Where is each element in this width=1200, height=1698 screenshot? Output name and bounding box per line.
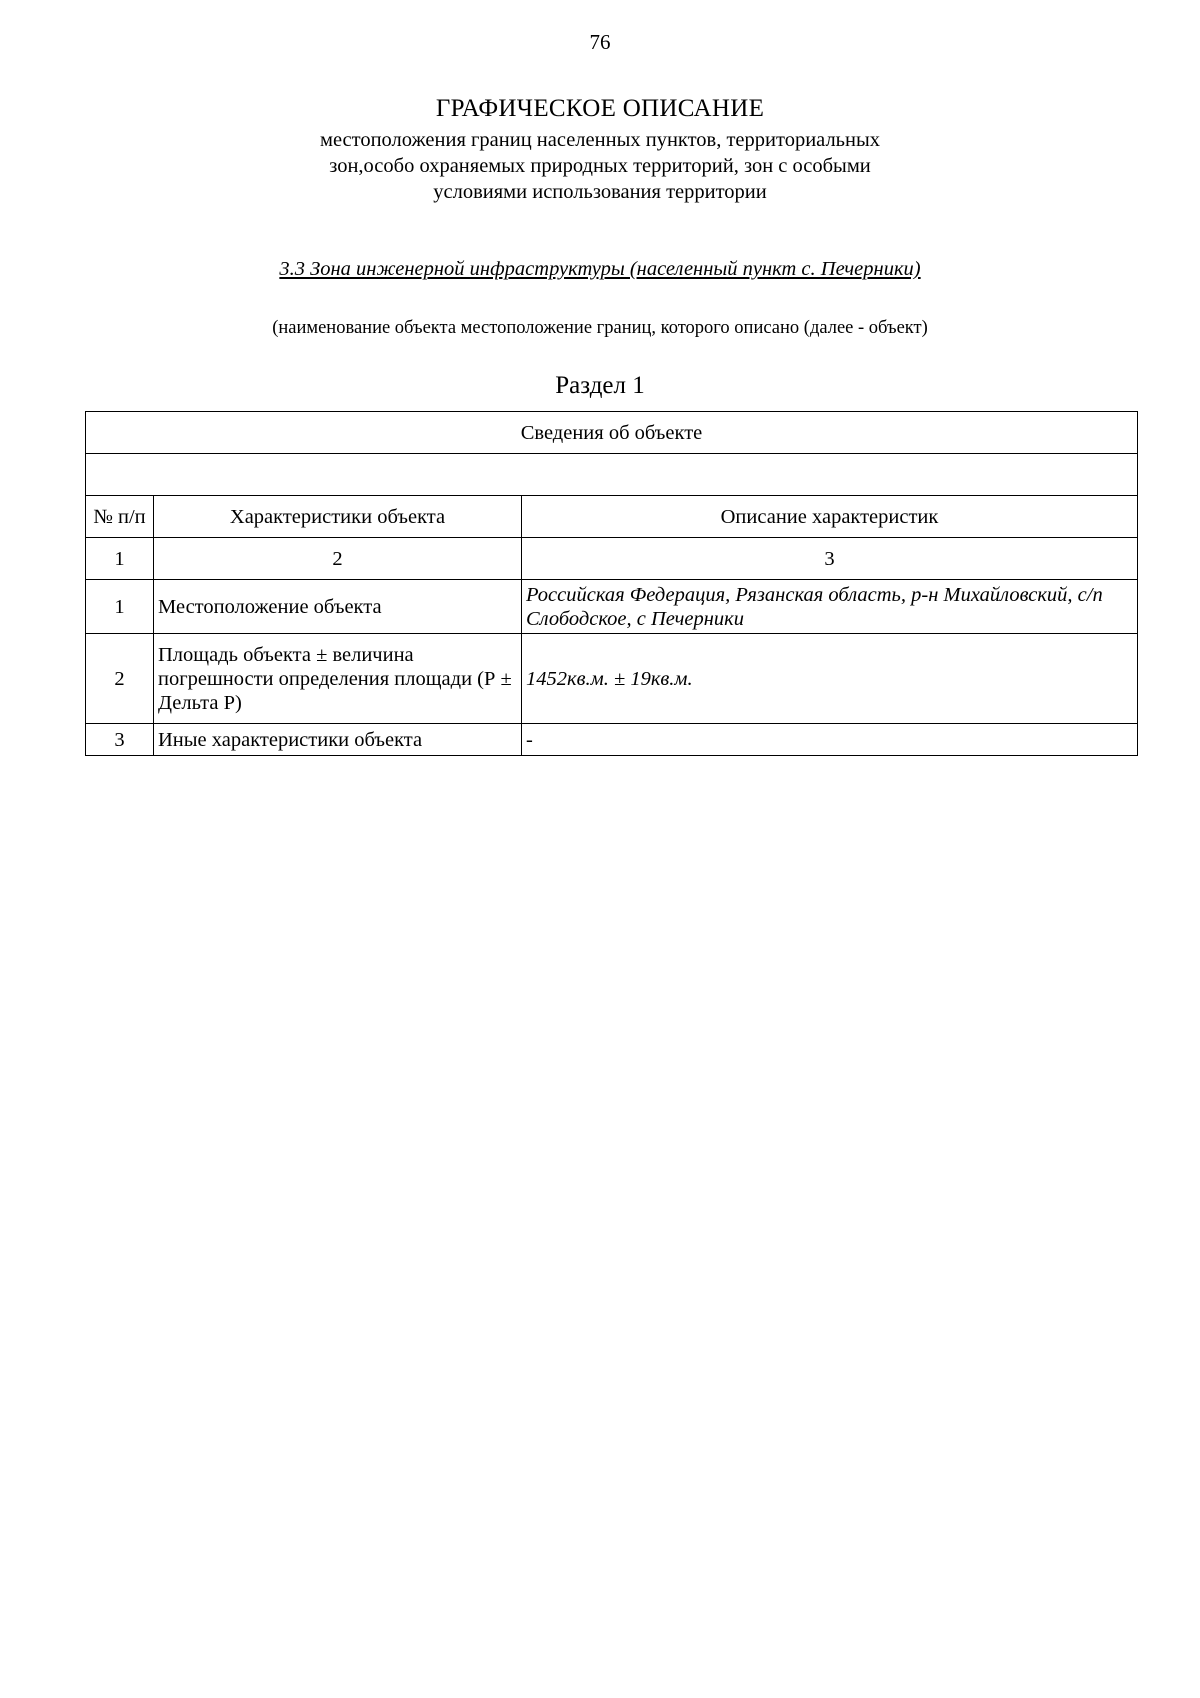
column-number-1: 1: [86, 538, 154, 580]
table-caption-row: [86, 412, 1138, 454]
table-row: [86, 580, 1138, 634]
row-number: 1: [86, 580, 154, 634]
table-blank-cell: [86, 454, 1138, 496]
column-number-2: 2: [154, 538, 522, 580]
page-number: 76: [589, 30, 611, 54]
table-caption: Сведения об объекте: [86, 412, 1138, 454]
table-row: [86, 724, 1138, 756]
table-header-row: [86, 496, 1138, 538]
row-description: 1452кв.м. ± 19кв.м.: [522, 634, 1138, 724]
document-title: ГРАФИЧЕСКОЕ ОПИСАНИЕ: [435, 95, 765, 122]
object-name-caption: (наименование объекта местоположение границ, которого описано (далее - объект): [272, 318, 928, 338]
header-description: Описание характеристик: [522, 496, 1138, 538]
section-title: Раздел 1: [555, 372, 645, 399]
column-number-3: 3: [522, 538, 1138, 580]
row-description: -: [522, 724, 1138, 756]
table-row: [86, 634, 1138, 724]
object-name: 3.3 Зона инженерной инфраструктуры (населенный пункт с. Печерники): [279, 258, 921, 280]
document-subtitle: местоположения границ населенных пунктов, территориальных зон,особо охраняемых природных территорий, зон с особыми условиями использования территории: [319, 129, 881, 203]
row-description: Российская Федерация, Рязанская область, р-н Михайловский, с/п Слободское, с Печерники: [522, 580, 1138, 634]
table-column-numbers-row: [86, 538, 1138, 580]
table-blank-row: [86, 454, 1138, 496]
row-number: 2: [86, 634, 154, 724]
row-characteristic: Площадь объекта ± величина погрешности определения площади (Р ± Дельта Р): [154, 634, 522, 724]
object-info-table: [85, 411, 1138, 756]
row-number: 3: [86, 724, 154, 756]
header-characteristic: Характеристики объекта: [154, 496, 522, 538]
row-characteristic: Иные характеристики объекта: [154, 724, 522, 756]
row-characteristic: Местоположение объекта: [154, 580, 522, 634]
header-number: № п/п: [86, 496, 154, 538]
